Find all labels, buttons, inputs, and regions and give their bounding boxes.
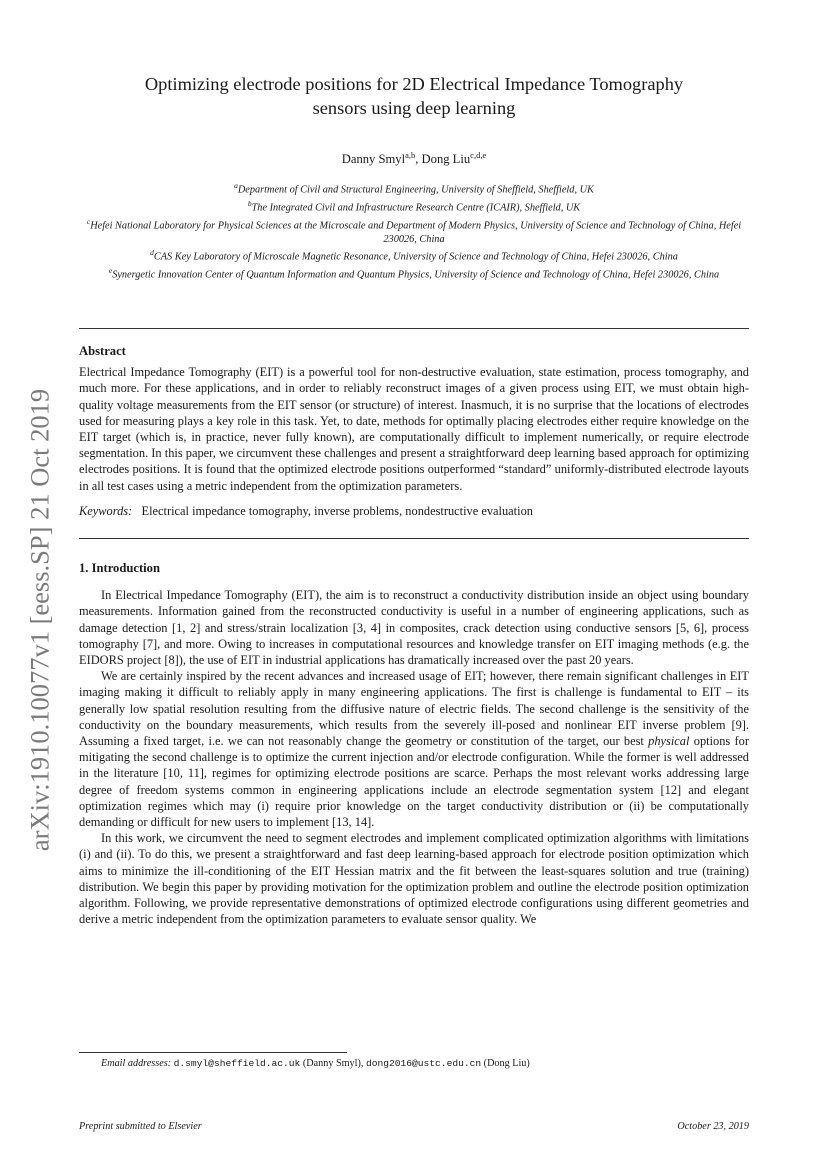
author-list — [79, 147, 749, 167]
footnote-emails — [101, 1058, 530, 1069]
affiliation-text: CAS Key Laboratory of Microscale Magnetic Resonance, University of Science and Technology of China, Hefei 230026, China — [153, 251, 678, 263]
author-name: Dong Liu — [421, 152, 471, 167]
author-affil-marker: c,d,e — [470, 150, 487, 160]
affiliation-marker: c — [86, 217, 91, 227]
affiliation — [79, 246, 749, 264]
author-separator: , — [415, 152, 422, 167]
title-line: Optimizing electrode positions for 2D Electrical Impedance Tomography — [144, 74, 684, 94]
title-line: sensors using deep learning — [312, 98, 516, 118]
footer-journal: Preprint submitted to Elsevier — [79, 1121, 202, 1132]
affiliation — [79, 215, 749, 246]
affiliations — [79, 179, 749, 282]
affiliation — [79, 197, 749, 215]
keywords-text: Electrical impedance tomography, inverse problems, nondestructive evaluation — [141, 503, 533, 518]
author-name: Danny Smyl — [341, 152, 406, 167]
paragraph: In Electrical Impedance Tomography (EIT), the aim is to reconstruct a conductivity distribution inside an object using boundary measurements. Information gained from the reconstructed conductivity is useful in a number of engineering applications, such as damage detection [1, 2] and stress/strain localization [3, 4] in composites, crack detection using conductive sensors [5, 6], process tomography [7], and more. Owing to increases in computational resources and knowledge transfer on EIT imaging methods (e.g. the EIDORS project [8]), the use of EIT in industrial applications has dramatically increased over the past 20 years. — [79, 588, 749, 667]
paragraph: In this work, we circumvent the need to segment electrodes and implement complicated optimization algorithms with limitations (i) and (ii). To do this, we present a straightforward and fast deep learning-based approach for electrode position optimization which aims to minimize the ill-conditioning of the EIT Hessian matrix and the fit between the least-squares solution and true (training) distribution. We begin this paper by providing motivation for the optimization problem and outline the electrode position optimization algorithm. Following, we provide representative demonstrations of optimized electrode configurations using different geometries and derive a metric independent from the optimization parameters to evaluate sensor quality. We — [79, 831, 749, 927]
email-owner: (Dong Liu) — [483, 1058, 530, 1069]
paper-title — [79, 72, 749, 120]
affiliation-marker: e — [108, 266, 113, 276]
introduction-body — [79, 587, 749, 927]
paragraph — [79, 668, 749, 830]
abstract-bottom-rule — [79, 538, 749, 539]
affiliation-text: Synergetic Innovation Center of Quantum Information and Quantum Physics, University of Science and Technology of China, Hefei 230026, China — [112, 269, 720, 281]
author-affil-marker: a,b — [405, 150, 416, 160]
paragraph-text: options for mitigating the second challenge is to optimize the current injection and/or electrode configuration. While the former is well addressed in the literature [10, 11], regimes for optimizing electrode positions are scarce. Perhaps the most relevant works addressing large degree of freedom systems common in engineering applications include an electrode segmentation system [12] and elegant optimization regimes which may (i) require prior knowledge on the target conductivity distribution or (ii) be computationally demanding or difficult for new users to implement [13, 14]. — [79, 734, 749, 830]
abstract-top-rule — [79, 328, 749, 329]
keywords-label: Keywords: — [79, 503, 133, 518]
email-link[interactable]: dong2016@ustc.edu.cn — [365, 1058, 482, 1069]
affiliation-marker: d — [150, 248, 154, 258]
arxiv-identifier: arXiv:1910.10077v1 [eess.SP] 21 Oct 2019 — [24, 388, 55, 852]
paragraph-text: We are certainly inspired by the recent advances and increased usage of EIT; however, there remain significant challenges in EIT imaging making it difficult to reliably apply in many engineering applications. The first is challenge is fundamental to EIT – its generally low spatial resolution resulting from the diffusive nature of electric fields. The second challenge is the sensitivity of the conductivity on the boundary measurements, which results from the severely ill-posed and nonlinear EIT inverse problem [9]. Assuming a fixed target, i.e. we can not reasonably change the geometry or constitution of the target, our best — [79, 669, 749, 748]
affiliation-text: The Integrated Civil and Infrastructure Research Centre (ICAIR), Sheffield, UK — [251, 202, 581, 214]
email-link[interactable]: d.smyl@sheffield.ac.uk — [173, 1058, 301, 1069]
paper-page — [79, 72, 749, 927]
footnote-label: Email addresses: — [101, 1058, 172, 1069]
affiliation-text: Department of Civil and Structural Engineering, University of Sheffield, Sheffield, UK — [237, 184, 594, 196]
section-heading-introduction: 1. Introduction — [79, 560, 160, 575]
affiliation-marker: a — [234, 181, 238, 191]
abstract-body: Electrical Impedance Tomography (EIT) is a powerful tool for non-destructive evaluation, state estimation, process tomography, and much more. For these applications, and in order to reliably reconstruct images of a given process using EIT, we must obtain high-quality voltage measurements from the EIT sensor (or structure) of interest. Inasmuch, it is no surprise that the locations of electrodes used for measuring plays a key role in this task. Yet, to date, methods for optimally placing electrodes either require knowledge on the EIT target (which is, in practice, never fully known), are computationally difficult to implement numerically, or require electrode segmentation. In this paper, we circumvent these challenges and present a straightforward deep learning based approach for optimizing electrodes positions. It is found that the optimized electrode positions outperformed “standard” uniformly-distributed electrode layouts in all test cases using a metric independent from the optimization parameters. — [79, 365, 749, 493]
arxiv-sidebar — [20, 360, 60, 880]
emphasis-text: physical — [648, 734, 690, 748]
affiliation-marker: b — [247, 199, 252, 209]
email-owner: (Danny Smyl), — [302, 1058, 364, 1069]
affiliation-text: Hefei National Laboratory for Physical Sciences at the Microscale and Department of Modern Physics, University of Science and Technology of China, Hefei 230026, China — [90, 220, 742, 245]
abstract-heading: Abstract — [79, 343, 126, 358]
footer-date: October 23, 2019 — [677, 1121, 749, 1132]
footnote-rule — [79, 1052, 347, 1053]
keywords — [79, 503, 749, 519]
affiliation — [79, 179, 749, 197]
affiliation — [79, 264, 749, 282]
